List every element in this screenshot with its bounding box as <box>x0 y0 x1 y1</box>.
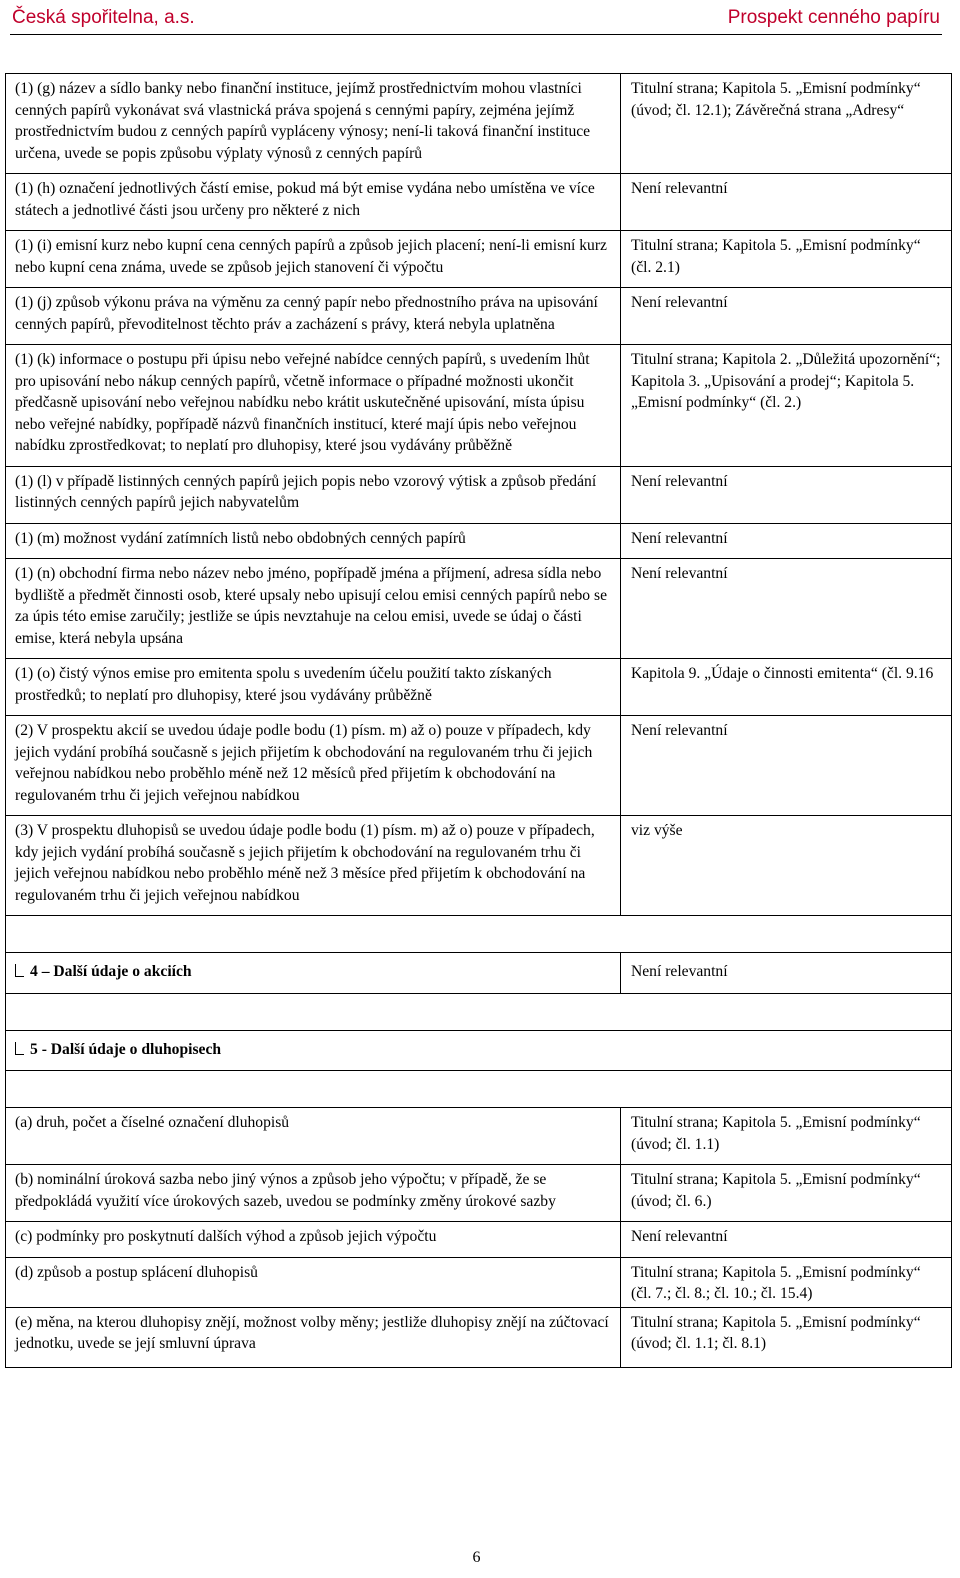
requirement-text: (1) (g) název a sídlo banky nebo finanční instituce, jejímž prostřednictvím mohou vlastníci cenných papírů vykonávat svá vlastnická práva spojená s cennými papíry, zejména jejímž prostřednictvím budou z cenných papírů vypláceny výnosy; není-li taková finanční instituce určena, uvede se popis způsobu výplaty výnosů z cenných papírů <box>6 74 621 174</box>
spacer-row <box>6 1071 952 1108</box>
section-5-row <box>6 1030 952 1071</box>
requirements-table <box>5 73 952 1368</box>
table-row <box>6 231 952 288</box>
section-4-row <box>6 953 952 994</box>
requirement-text: (c) podmínky pro poskytnutí dalších výhod a způsob jejich výpočtu <box>6 1222 621 1258</box>
requirement-text: (1) (j) způsob výkonu práva na výměnu za cenný papír nebo přednostního práva na upisování cenných papírů, převoditelnost těchto práv a zacházení s právy, která nebyla uplatněna <box>6 288 621 345</box>
table-row <box>6 1307 952 1367</box>
reference-text: Není relevantní <box>621 953 952 994</box>
reference-text: Titulní strana; Kapitola 5. „Emisní podmínky“ (úvod; čl. 6.) <box>621 1165 952 1222</box>
reference-text: Titulní strana; Kapitola 5. „Emisní podmínky“ (úvod; čl. 1.1; čl. 8.1) <box>621 1307 952 1367</box>
reference-text: Není relevantní <box>621 716 952 816</box>
reference-text: Není relevantní <box>621 466 952 523</box>
section-4-heading <box>6 953 621 994</box>
requirement-text: (3) V prospektu dluhopisů se uvedou údaje podle bodu (1) písm. m) až o) pouze v případech, kdy jejich vydání probíhá současně s jejich přijetím k obchodování na regulovaném trhu či jejich veřejnou nabídkou nebo proběhlo méně než 3 měsíce před přijetím k obchodování na regulovaném trhu či jejich veřejnou nabídkou <box>6 816 621 916</box>
table-row <box>6 1222 952 1258</box>
reference-text: Kapitola 9. „Údaje o činnosti emitenta“ (čl. 9.16 <box>621 659 952 716</box>
requirement-text: (e) měna, na kterou dluhopisy znějí, možnost volby měny; jestliže dluhopisy znějí na zúčtovací jednotku, uvede se její smluvní úprava <box>6 1307 621 1367</box>
requirement-text: (d) způsob a postup splácení dluhopisů <box>6 1257 621 1307</box>
table-row <box>6 1257 952 1307</box>
section-5-heading <box>6 1030 952 1071</box>
table-row <box>6 816 952 916</box>
table-row <box>6 559 952 659</box>
table-row <box>6 1108 952 1165</box>
reference-text: Titulní strana; Kapitola 5. „Emisní podmínky“ (čl. 7.; čl. 8.; čl. 10.; čl. 15.4) <box>621 1257 952 1307</box>
table-row <box>6 523 952 559</box>
reference-text: Titulní strana; Kapitola 5. „Emisní podmínky“ (úvod; čl. 12.1); Závěrečná strana „Adresy“ <box>621 74 952 174</box>
reference-text: Titulní strana; Kapitola 5. „Emisní podmínky“ (úvod; čl. 1.1) <box>621 1108 952 1165</box>
requirement-text: (1) (i) emisní kurz nebo kupní cena cenných papírů a způsob jejich placení; není-li emisní kurz nebo kupní cena známa, uvede se způsob jejich stanovení či výpočtu <box>6 231 621 288</box>
document-title: Prospekt cenného papíru <box>727 7 940 28</box>
reference-text: Není relevantní <box>621 1222 952 1258</box>
table-row <box>6 288 952 345</box>
requirement-text: (1) (o) čistý výnos emise pro emitenta spolu s uvedením účelu použití takto získaných prostředků; to neplatí pro dluhopisy, které jsou vydávány průběžně <box>6 659 621 716</box>
page-number: 6 <box>472 1549 481 1566</box>
spacer-row <box>6 916 952 953</box>
requirement-text: (1) (n) obchodní firma nebo název nebo jméno, popřípadě jména a příjmení, adresa sídla nebo bydliště a předmět činnosti osob, které upsaly nebo upisují celou emisi cenných papírů nebo se za úpis této emise zaručily; jestliže se úpis nevztahuje na celou emisi, uvede se údaj o části emise, která nebyla upsána <box>6 559 621 659</box>
reference-text: viz výše <box>621 816 952 916</box>
requirement-text: (1) (k) informace o postupu při úpisu nebo veřejné nabídce cenných papírů, s uvedením lhůt pro upisování nebo nákup cenných papírů, včetně informace o případné možnosti ukončit předčasně upisování nebo veřejnou nabídku nebo krátit uskutečněné upisování, místa úpisu nebo veřejné nabídky, popřípadě názvů finančních institucí, které mají úpis nebo veřejnou nabídku zprostředkovat; to neplatí pro dluhopisy, které jsou vydávány průběžně <box>6 345 621 467</box>
table-row <box>6 1165 952 1222</box>
table-row <box>6 345 952 467</box>
table-row <box>6 716 952 816</box>
table-row <box>6 74 952 174</box>
page-header <box>10 4 942 35</box>
section-5-title: 5 - Další údaje o dluhopisech <box>30 1040 222 1058</box>
requirement-text: (1) (m) možnost vydání zatímních listů nebo obdobných cenných papírů <box>6 523 621 559</box>
requirement-text: (2) V prospektu akcií se uvedou údaje podle bodu (1) písm. m) až o) pouze v případech, kdy jejich vydání probíhá současně s jejich přijetím k obchodování na regulovaném trhu či jejich veřejnou nabídkou nebo proběhlo méně než 12 měsíců před přijetím k obchodování na regulovaném trhu či jejich veřejnou nabídkou <box>6 716 621 816</box>
table-row <box>6 466 952 523</box>
reference-text: Titulní strana; Kapitola 2. „Důležitá upozornění“; Kapitola 3. „Upisování a prodej“; Kapitola 5. „Emisní podmínky“ (čl. 2.) <box>621 345 952 467</box>
bullet-icon <box>15 1042 24 1055</box>
company-name: Česká spořitelna, a.s. <box>12 7 195 28</box>
section-4-title: 4 – Další údaje o akciích <box>30 963 192 980</box>
requirement-text: (a) druh, počet a číselné označení dluhopisů <box>6 1108 621 1165</box>
table-row <box>6 174 952 231</box>
reference-text: Není relevantní <box>621 288 952 345</box>
reference-text: Není relevantní <box>621 559 952 659</box>
reference-text: Není relevantní <box>621 523 952 559</box>
table-row <box>6 659 952 716</box>
reference-text: Není relevantní <box>621 174 952 231</box>
requirement-text: (1) (l) v případě listinných cenných papírů jejich popis nebo vzorový výtisk a způsob předání listinných cenných papírů jejich nabyvatelům <box>6 466 621 523</box>
requirement-text: (b) nominální úroková sazba nebo jiný výnos a způsob jeho výpočtu; v případě, že se předpokládá využití více úrokových sazeb, uvedou se podmínky změny úrokové sazby <box>6 1165 621 1222</box>
spacer-row <box>6 993 952 1030</box>
reference-text: Titulní strana; Kapitola 5. „Emisní podmínky“ (čl. 2.1) <box>621 231 952 288</box>
bullet-icon <box>15 964 24 977</box>
requirement-text: (1) (h) označení jednotlivých částí emise, pokud má být emise vydána nebo umístěna ve více státech a jednotlivé části jsou určeny pro některé z nich <box>6 174 621 231</box>
